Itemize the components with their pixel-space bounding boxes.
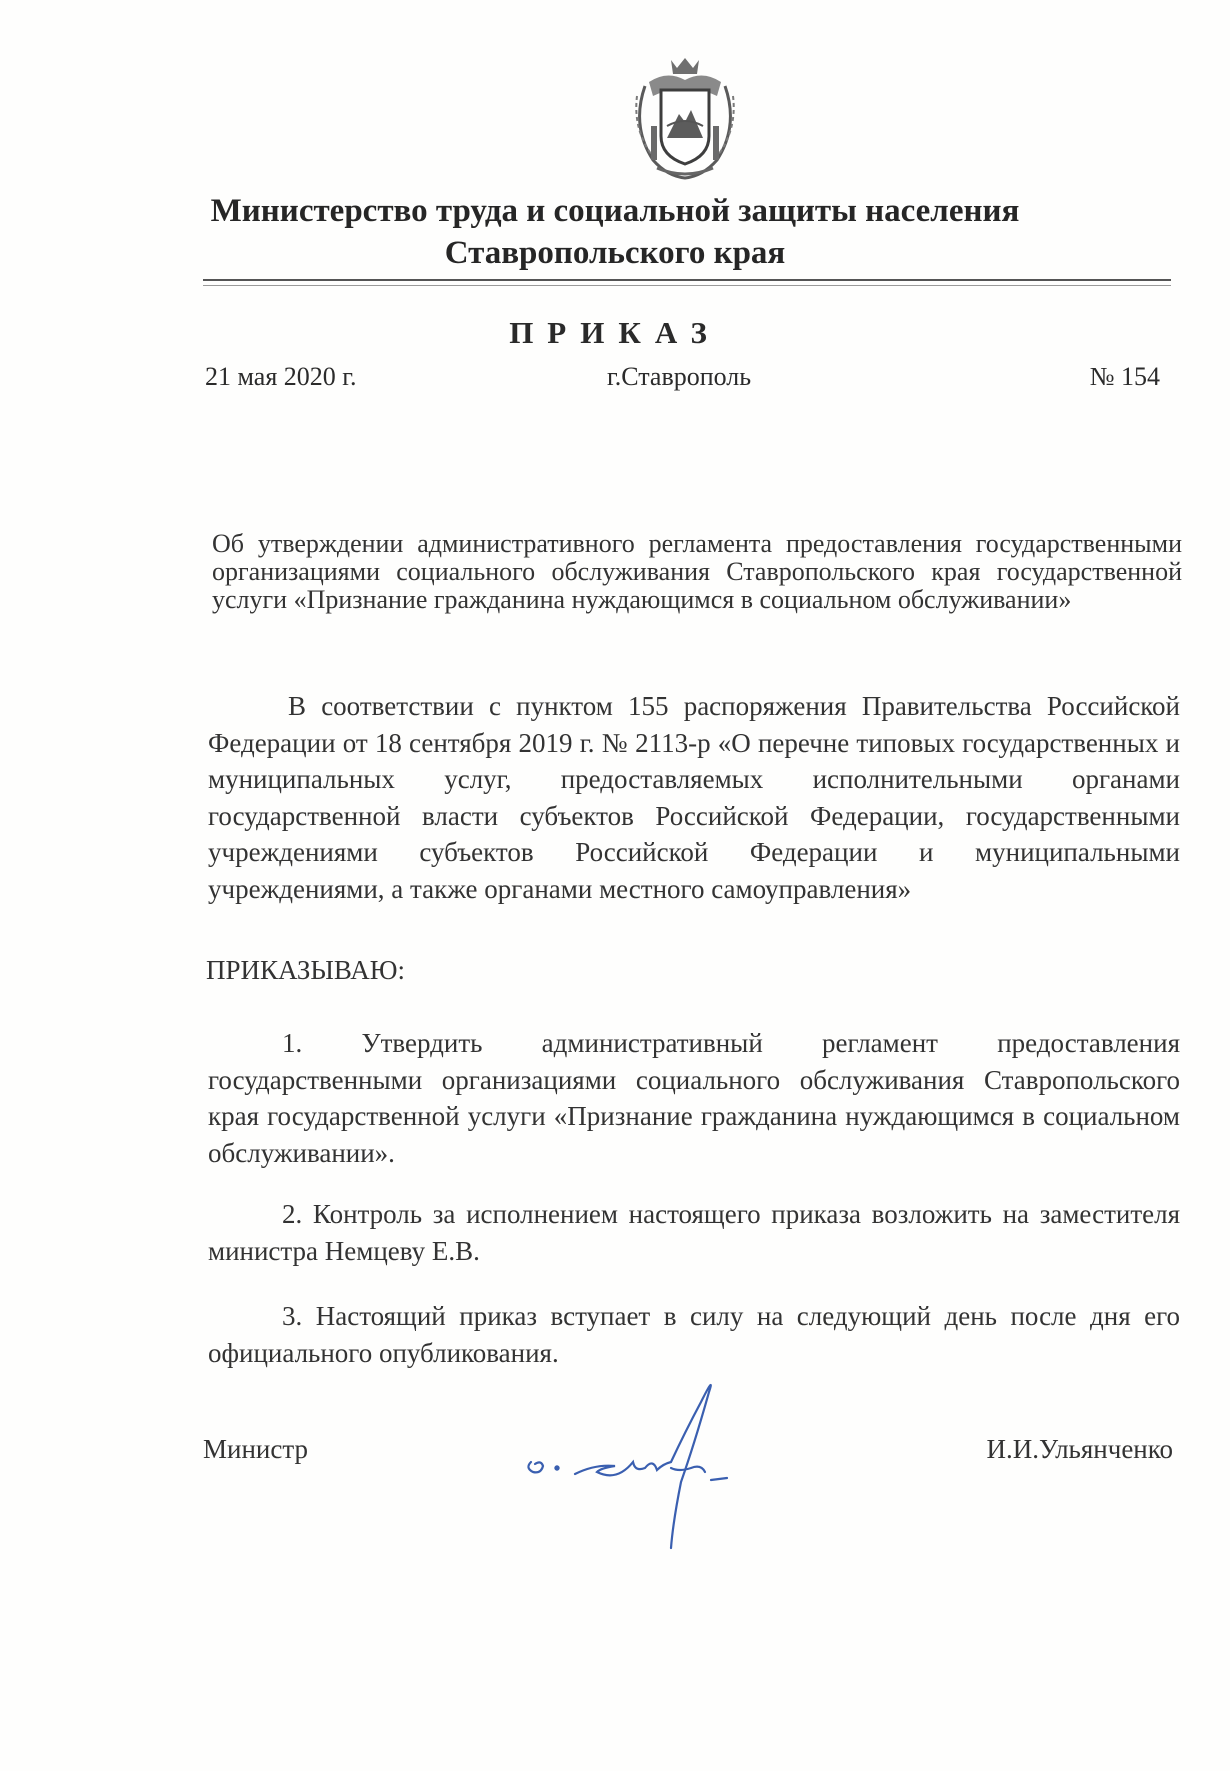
order-subject: Об утверждении административного регламента предоставления государственными организациями социального обслуживания Ставропольского края государственной услуги «Признание гражданина нуждающимся в социальном обслуживании» — [212, 529, 1182, 614]
order-date: 21 мая 2020 г. — [205, 362, 357, 391]
header-divider — [203, 279, 1171, 286]
handwritten-signature-icon — [505, 1372, 815, 1572]
signer-name: И.И.Ульянченко — [986, 1434, 1173, 1464]
order-directive: ПРИКАЗЫВАЮ: — [206, 955, 405, 985]
order-item-3: 3. Настоящий приказ вступает в силу на следующий день после дня его официального опубликования. — [208, 1301, 1180, 1368]
signer-position: Министр — [203, 1434, 308, 1464]
order-preamble: В соответствии с пунктом 155 распоряжения Правительства Российской Федерации от 18 сентября 2019 г. № 2113-р «О перечне типовых государственных и муниципальных услуг, предоставляемых исполнительными органами государственной власти субъектов Российской Федерации, государственными учреждениями субъектов Российской Федерации и муниципальными учреждениями, а также органами местного самоуправления» — [208, 691, 1180, 904]
order-title: ПРИКАЗ — [509, 315, 721, 350]
ministry-name — [200, 190, 1030, 274]
order-item-2: 2. Контроль за исполнением настоящего приказа возложить на заместителя министра Немцеву Е.В. — [208, 1199, 1180, 1266]
order-meta — [205, 362, 1160, 398]
ministry-name-line2: Ставропольского края — [444, 235, 786, 271]
order-number: № 154 — [1089, 362, 1160, 391]
order-city: г.Ставрополь — [607, 362, 752, 391]
order-item-1: 1. Утвердить административный регламент предоставления государственными организациями социального обслуживания Ставропольского края государственной услуги «Признание гражданина нуждающимся в социальном обслуживании». — [208, 1028, 1180, 1168]
coat-of-arms-icon — [627, 56, 743, 180]
ministry-name-line1: Министерство труда и социальной защиты населения — [210, 193, 1020, 229]
